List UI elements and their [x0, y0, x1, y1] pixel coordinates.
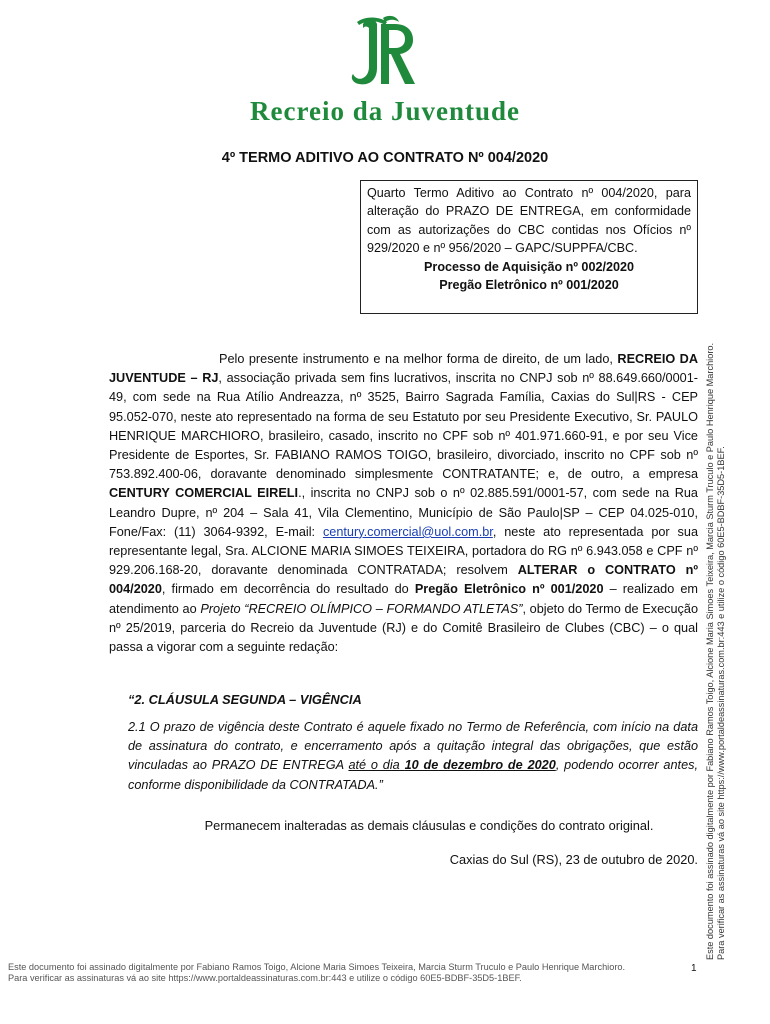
clause-underline: até o dia: [348, 758, 405, 773]
footer-notice-line: Este documento foi assinado digitalmente por Fabiano Ramos Toigo, Alcione Maria Simoes Teixeira, Marcia Sturm Truculo e Paulo Henrique Marchioro.: [8, 962, 626, 972]
body-bold: CENTURY COMERCIAL EIRELI: [109, 486, 299, 501]
side-signature-notice: [705, 310, 739, 960]
body-text: , firmado em decorrência do resultado do: [161, 582, 415, 597]
summary-description: Quarto Termo Aditivo ao Contrato nº 004/2020, para alteração do PRAZO DE ENTREGA, em conformidade com as autorizações do CBC contidas nos Ofícios nº 929/2020 e nº 956/2020 – GAPC/SUPPFA/CBC.: [367, 186, 691, 256]
process-number: Processo de Aquisição nº 002/2020: [424, 259, 634, 274]
body-text: Pelo presente instrumento e na melhor forma de direito, de um lado,: [219, 352, 618, 366]
body-bold: ALTERAR o CONTRATO nº 004/2020: [109, 563, 698, 597]
clause-segment: , podendo ocorrer antes, conforme disponibilidade da CONTRATADA.”: [128, 758, 698, 792]
footer-notice-line: Para verificar as assinaturas vá ao site https://www.portaldeassinaturas.com.br:443 e utilize o código 60E5-BDBF-35D5-1BEF.: [8, 973, 522, 983]
body-text: , associação privada sem fins lucrativos, inscrita no CNPJ sob nº 88.649.660/0001-49, com sede na Rua Atílio Andreazza, nº 3525, Bairro Sagrada Família, Caxias do Sul|RS - CEP 95.052-070, neste ato representado na forma de seu Estatuto por seu Presidente Executivo, Sr. PAULO HENRIQUE MARCHIORO, brasileiro, casado, inscrito no CPF sob nº 401.971.660-91, e por seu Vice Presidente de Esportes, Sr. FABIANO RAMOS TOIGO, brasileiro, divorciado, inscrito no CPF sob nº 753.892.400-06, doravante denominado simplesmente CONTRATANTE; e, de outro, a empresa: [109, 371, 699, 482]
body-text: – realizado em atendimento ao: [109, 582, 699, 616]
clause-deadline: 10 de dezembro de 2020: [404, 758, 556, 773]
body-text: , neste ato representada por sua representante legal, Sra. ALCIONE MARIA SIMOES TEIXEIRA, portadora do RG nº 6.943.058 e CPF nº 929.206.168-20, doravante denominada CONTRATADA; resolvem: [109, 524, 698, 578]
footer-signature-notice: [8, 962, 628, 984]
side-notice-line: Este documento foi assinado digitalmente por Fabiano Ramos Toigo, Alcione Maria Simoes Teixeira, Marcia Sturm Truculo e Paulo Henrique Marchioro.: [705, 342, 715, 960]
email-link[interactable]: century.comercial@uol.com.br: [322, 524, 493, 539]
body-text: , objeto do Termo de Execução nº 25/2019, parceria do Recreio da Juventude (RJ) e do Comitê Brasileiro de Clubes (CBC) – o qual passa a vigorar com a seguinte redação:: [109, 601, 698, 655]
clause-segment: 2.1 O prazo de vigência deste Contrato é aquele fixado no Termo de Referência, com início na data de assinatura do contrato, e encerramento após a quitação integral das obrigações, que estão vinculadas ao PRAZO DE ENTREGA: [128, 720, 698, 773]
summary-box: [360, 180, 698, 314]
page-number: 1: [691, 963, 697, 974]
page-title: 4º TERMO ADITIVO AO CONTRATO Nº 004/2020: [221, 150, 549, 166]
clause-text: [128, 718, 698, 795]
logo: [0, 14, 770, 127]
main-paragraph: [109, 350, 698, 657]
closing-statement: Permanecem inalteradas as demais cláusulas e condições do contrato original.: [204, 818, 654, 833]
clause-title: “2. CLÁUSULA SEGUNDA – VIGÊNCIA: [128, 692, 362, 707]
side-notice-line: Para verificar as assinaturas vá ao site https://www.portaldeassinaturas.com.br:443 e utilize o código 60E5-BDBF-35D5-1BEF.: [716, 446, 726, 960]
org-name: Recreio da Juventude: [250, 96, 520, 126]
jr-monogram-icon: [345, 14, 425, 94]
body-italic: Projeto “RECREIO OLÍMPICO – FORMANDO ATLETAS”: [200, 601, 523, 616]
auction-number: Pregão Eletrônico nº 001/2020: [439, 278, 619, 293]
place-date: Caxias do Sul (RS), 23 de outubro de 2020.: [449, 852, 698, 867]
body-bold: Pregão Eletrônico nº 001/2020: [414, 582, 604, 597]
body-bold: RECREIO DA JUVENTUDE – RJ: [109, 352, 698, 386]
body-text: ., inscrita no CNPJ sob o nº 02.885.591/0001-57, com sede na Rua Leandro Dupre, nº 204 – Sala 41, Vila Clementino, Município de São Paulo|SP – CEP 04.025-010, Fone/Fax: (11) 3064-9392, E-mail:: [109, 486, 698, 539]
